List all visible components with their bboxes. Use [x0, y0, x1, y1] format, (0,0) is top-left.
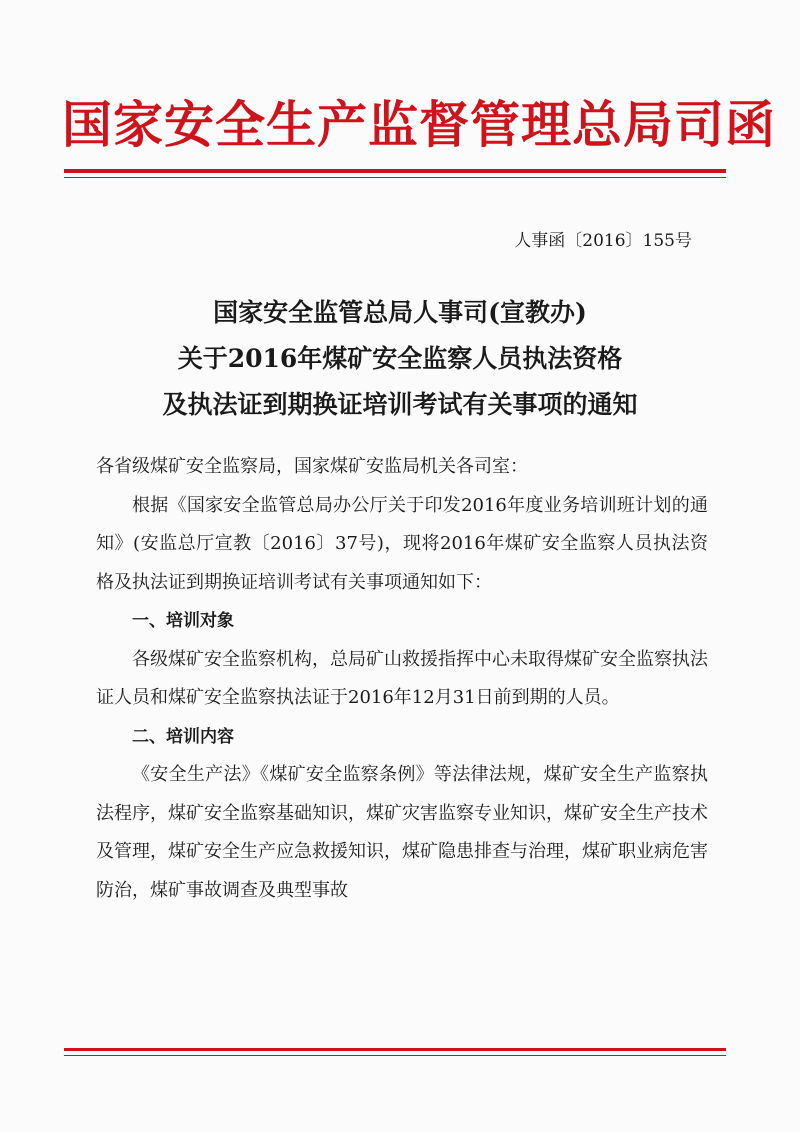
title-line-3: 及执法证到期换证培训考试有关事项的通知 [162, 390, 638, 419]
section-heading-1: 一、培训对象 [132, 611, 234, 631]
footer-rule-thin [64, 1055, 726, 1056]
section-heading-2: 二、培训内容 [132, 726, 234, 747]
letterhead-title: 国家安全生产监督管理总局司函 [62, 95, 776, 154]
title-line-2: 关于2016年煤矿安全监察人员执法资格 [177, 344, 623, 373]
document-number: 人事函〔2016〕155号 [514, 231, 692, 251]
salutation: 各省级煤矿安全监察局，国家煤矿安监局机关各司室： [96, 456, 528, 477]
letterhead-rule-thin [64, 177, 726, 178]
section-1-paragraph: 各级煤矿安全监察机构，总局矿山救援指挥中心未取得煤矿安全监察执法证人员和煤矿安全监察执法证于2016年12月31日前到期的人员。 [96, 648, 708, 708]
section-2-paragraph: 《安全生产法》《煤矿安全监察条例》等法律法规，煤矿安全生产监察执法程序，煤矿安全监察基础知识，煤矿灾害监察专业知识，煤矿安全生产技术及管理，煤矿安全生产应急救援知识，煤矿隐患排查与治理，煤矿职业病危害防治，煤矿事故调查及典型事故 [96, 764, 708, 901]
footer-rule-thick [64, 1048, 726, 1051]
intro-paragraph: 根据《国家安全监管总局办公厅关于印发2016年度业务培训班计划的通知》(安监总厅宣教〔2016〕37号)，现将2016年煤矿安全监察人员执法资格及执法证到期换证培训考试有关事项通知如下： [96, 494, 708, 593]
document-title [60, 290, 740, 428]
title-line-1: 国家安全监管总局人事司(宣教办) [213, 298, 587, 327]
letterhead-rule-thick [64, 169, 726, 173]
document-body [96, 448, 708, 910]
